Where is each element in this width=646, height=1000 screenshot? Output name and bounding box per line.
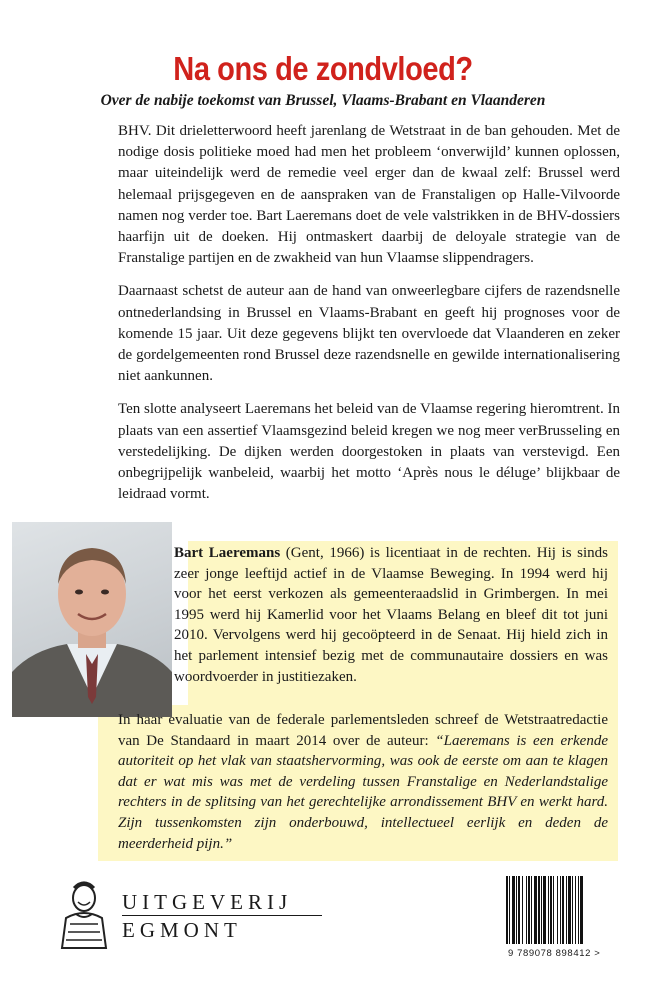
publisher-name-line2: EGMONT (122, 918, 242, 942)
evaluation-intro: In haar evaluatie van de federale parlementsleden schreef de Wetstraatredactie van De Standaard in maart 2014 over de auteur: (118, 712, 608, 749)
barcode-bar (548, 876, 549, 944)
publisher-emblem-icon (56, 878, 112, 952)
barcode-bar (568, 876, 571, 944)
barcode-bar (566, 876, 567, 944)
barcode-bars (504, 874, 628, 946)
barcode-bar (534, 876, 537, 944)
author-name: Bart Laeremans (174, 545, 281, 561)
barcode-bar (509, 876, 510, 944)
publisher-logo (56, 878, 316, 958)
author-photo (12, 522, 172, 717)
barcode-bar (562, 876, 564, 944)
barcode-bar (580, 876, 583, 944)
barcode-bar (516, 876, 517, 944)
author-bio (174, 543, 608, 687)
barcode-bar (526, 876, 527, 944)
evaluation-quote: “Laeremans is een erkende autoriteit op het vlak van staatshervorming, was ook de eerste om aan te klagen dat er wat mis was met de verdeling tussen Franstalige en Nederlandstalige rechters in de splitsing van het gerechtelijke arrondissement BHV en werkt hard. Zijn tussenkomsten zijn onderbouwd, intellectueel eerlijk en deden de meerderheid pijn.” (118, 732, 608, 852)
barcode-number: 9 789078 898412 > (508, 948, 601, 959)
blurb-paragraph-3: Ten slotte analyseert Laeremans het beleid van de Vlaamse regering hieromtrent. In plaats van een assertief Vlaamsgezind beleid kregen we nog meer verBrusseling en verstedelijking. De dijken werden doorgestoken in plaats van verstevigd. Een onbegrijpelijk wanbeleid, waarbij het motto ‘Après nous le déluge’ blijkbaar de leidraad vormt. (118, 401, 620, 503)
barcode-bar (541, 876, 542, 944)
barcode-bar (538, 876, 540, 944)
barcode-bar (572, 876, 573, 944)
barcode-bar (522, 876, 523, 944)
barcode-bar (557, 876, 558, 944)
publisher-name-line1: UITGEVERIJ (122, 890, 293, 914)
barcode-bar (506, 876, 508, 944)
barcode-bar (550, 876, 552, 944)
barcode-bar (553, 876, 554, 944)
blurb-paragraph-2: Daarnaast schetst de auteur aan de hand van onweerlegbare cijfers de razendsnelle ontnederlandsing in Brussel en Vlaams-Brabant en geeft hij prognoses voor de komende 15 jaar. Uit deze gegevens blijkt ten overvloede dat Vlaanderen en zeker de gordelgemeenten rond Brussel deze razendsnelle en gewilde internationalisering niet aankunnen. (118, 283, 620, 385)
barcode-bar (528, 876, 530, 944)
author-portrait-image (12, 522, 172, 717)
author-evaluation (118, 710, 608, 854)
blurb-text (118, 121, 620, 517)
author-bio-text: (Gent, 1966) is licentiaat in de rechten. Hij is sinds zeer jonge leeftijd actief in de Vlaamse Beweging. In 1994 werd hij voor het eerst verkozen als gemeenteraadslid in Grimbergen. In mei 1995 werd hij Kamerlid voor het Vlaams Belang en bleef dit tot juni 2010. Vervolgens werd hij gecoöpteerd in de Senaat. Hij hield zich in het parlement intensief bezig met de communautaire dossiers en was woordvoerder in justitiezaken. (174, 545, 608, 685)
barcode-bar (560, 876, 561, 944)
barcode-bar (543, 876, 546, 944)
book-subtitle: Over de nabije toekomst van Brussel, Vlaams-Brabant en Vlaanderen (100, 92, 546, 109)
barcode-bar (512, 876, 515, 944)
book-title: Na ons de zondvloed? (173, 50, 473, 87)
publisher-divider (122, 915, 322, 916)
barcode-bar (518, 876, 520, 944)
blurb-paragraph-1: BHV. Dit drieletterwoord heeft jarenlang de Wetstraat in de ban gehouden. Met de nodige dosis politieke moed had men het probleem ‘onverwijld’ kunnen oplossen, maar uiteindelijk werd de remedie veel erger dan de kwaal zelf: Brussel werd helemaal prijsgegeven en de aanspraken van de Franstaligen op Halle-Vilvoorde namen nog verder toe. Bart Laeremans doet de vele valstrikken in de BHV-dossiers haarfijn uit de doeken. Hij ontmaskert daarbij de deloyale strategie van de Franstalige partijen en de zwakheid van hun Vlaamse slippendragers. (118, 123, 620, 267)
barcode-bar (575, 876, 576, 944)
barcode-bar (578, 876, 579, 944)
barcode-bar (531, 876, 532, 944)
